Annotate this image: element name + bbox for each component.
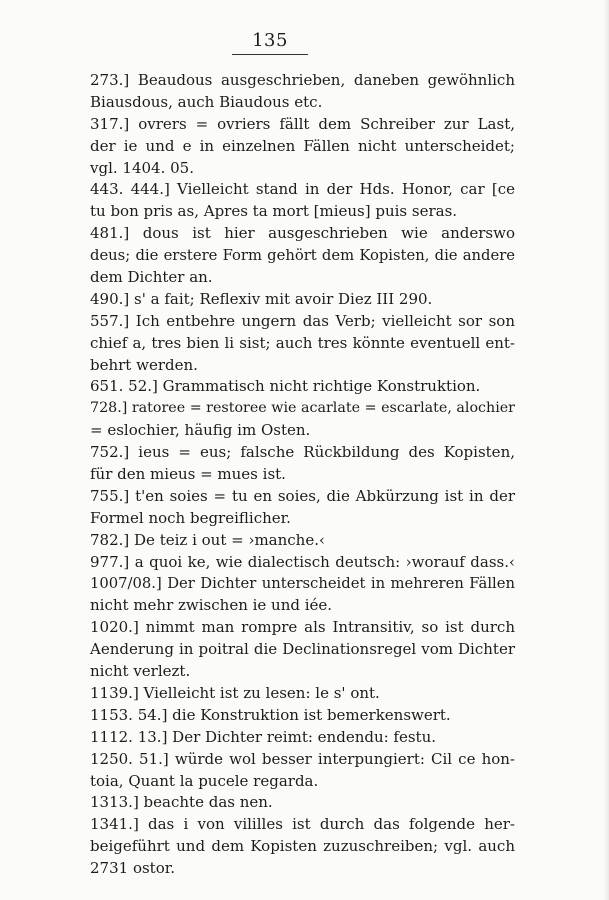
text-line: für den mieus = mues ist. [90, 465, 286, 484]
text-line: behrt werden. [90, 355, 198, 374]
text-line: deus; die erstere Form gehört dem Kopisten, die andere [90, 247, 515, 265]
text-line: tu bon pris as, Apres ta mort [mieus] puis seras. [90, 202, 458, 221]
text-line: 1112. 13.] Der Dichter reimt: endendu: festu. [90, 727, 437, 746]
text-line: dem Dichter an. [90, 268, 213, 287]
text-line: 1139.] Vielleicht ist zu lesen: le s' ont. [90, 683, 380, 702]
text-line: 490.] s' a fait; Reflexiv mit avoir Diez III 290. [90, 289, 433, 308]
text-line: der ie und e in einzelnen Fällen nicht unterscheidet; [90, 136, 515, 155]
text-line: chief a, tres bien li sist; auch tres könnte eventuell ent- [90, 333, 515, 352]
notes-text-block [90, 70, 515, 880]
text-line: 1341.] das i von vililles ist durch das folgende her- [90, 815, 515, 834]
text-line: Aenderung in poitral die Declinationsregel vom Dichter [90, 640, 515, 659]
text-line: 317.] ovrers = ovriers fällt dem Schreiber zur Last, [90, 114, 515, 133]
page-number-rule [232, 54, 308, 55]
text-line: 728.] ratoree = restoree wie acarlate = escarlate, alochier [90, 400, 515, 417]
text-line: 2731 ostor. [90, 859, 176, 878]
text-line: vgl. 1404. 05. [90, 158, 194, 177]
text-line: 273.] Beaudous ausgeschrieben, daneben gewöhnlich [90, 71, 515, 89]
scan-edge-shadow [603, 0, 609, 900]
text-line: 752.] ieus = eus; falsche Rückbildung des Kopisten, [90, 443, 515, 462]
text-line: = eslochier, häufig im Osten. [90, 421, 311, 440]
text-line: 1153. 54.] die Konstruktion ist bemerkenswert. [90, 705, 451, 724]
text-line: 1250. 51.] würde wol besser interpungiert: Cil ce hon- [90, 749, 515, 768]
text-line: 443. 444.] Vielleicht stand in der Hds. Honor, car [ce [90, 180, 515, 199]
text-line: beigeführt und dem Kopisten zuzuschreiben; vgl. auch [90, 837, 515, 856]
text-line: 1313.] beachte das nen. [90, 793, 273, 812]
text-line: 481.] dous ist hier ausgeschrieben wie anderswo [90, 224, 515, 243]
text-line: 977.] a quoi ke, wie dialectisch deutsch: ›worauf dass.‹ [90, 552, 515, 571]
text-line: 1020.] nimmt man rompre als Intransitiv, so ist durch [90, 618, 515, 637]
text-line: nicht verlezt. [90, 662, 191, 681]
text-line: 755.] t'en soies = tu en soies, die Abkürzung ist in der [90, 486, 515, 505]
text-line: 1007/08.] Der Dichter unterscheidet in mehreren Fällen [90, 575, 515, 593]
text-line: 782.] De teiz i out = ›manche.‹ [90, 530, 325, 549]
text-line: Formel noch begreiflicher. [90, 508, 291, 527]
text-line: nicht mehr zwischen ie und iée. [90, 596, 333, 615]
text-line: 651. 52.] Grammatisch nicht richtige Konstruktion. [90, 377, 481, 396]
text-line: toia, Quant la pucele regarda. [90, 771, 319, 790]
page-number: 135 [252, 30, 288, 51]
text-line: 557.] Ich entbehre ungern das Verb; vielleicht sor son [90, 311, 515, 330]
text-line: Biausdous, auch Biaudous etc. [90, 92, 323, 111]
